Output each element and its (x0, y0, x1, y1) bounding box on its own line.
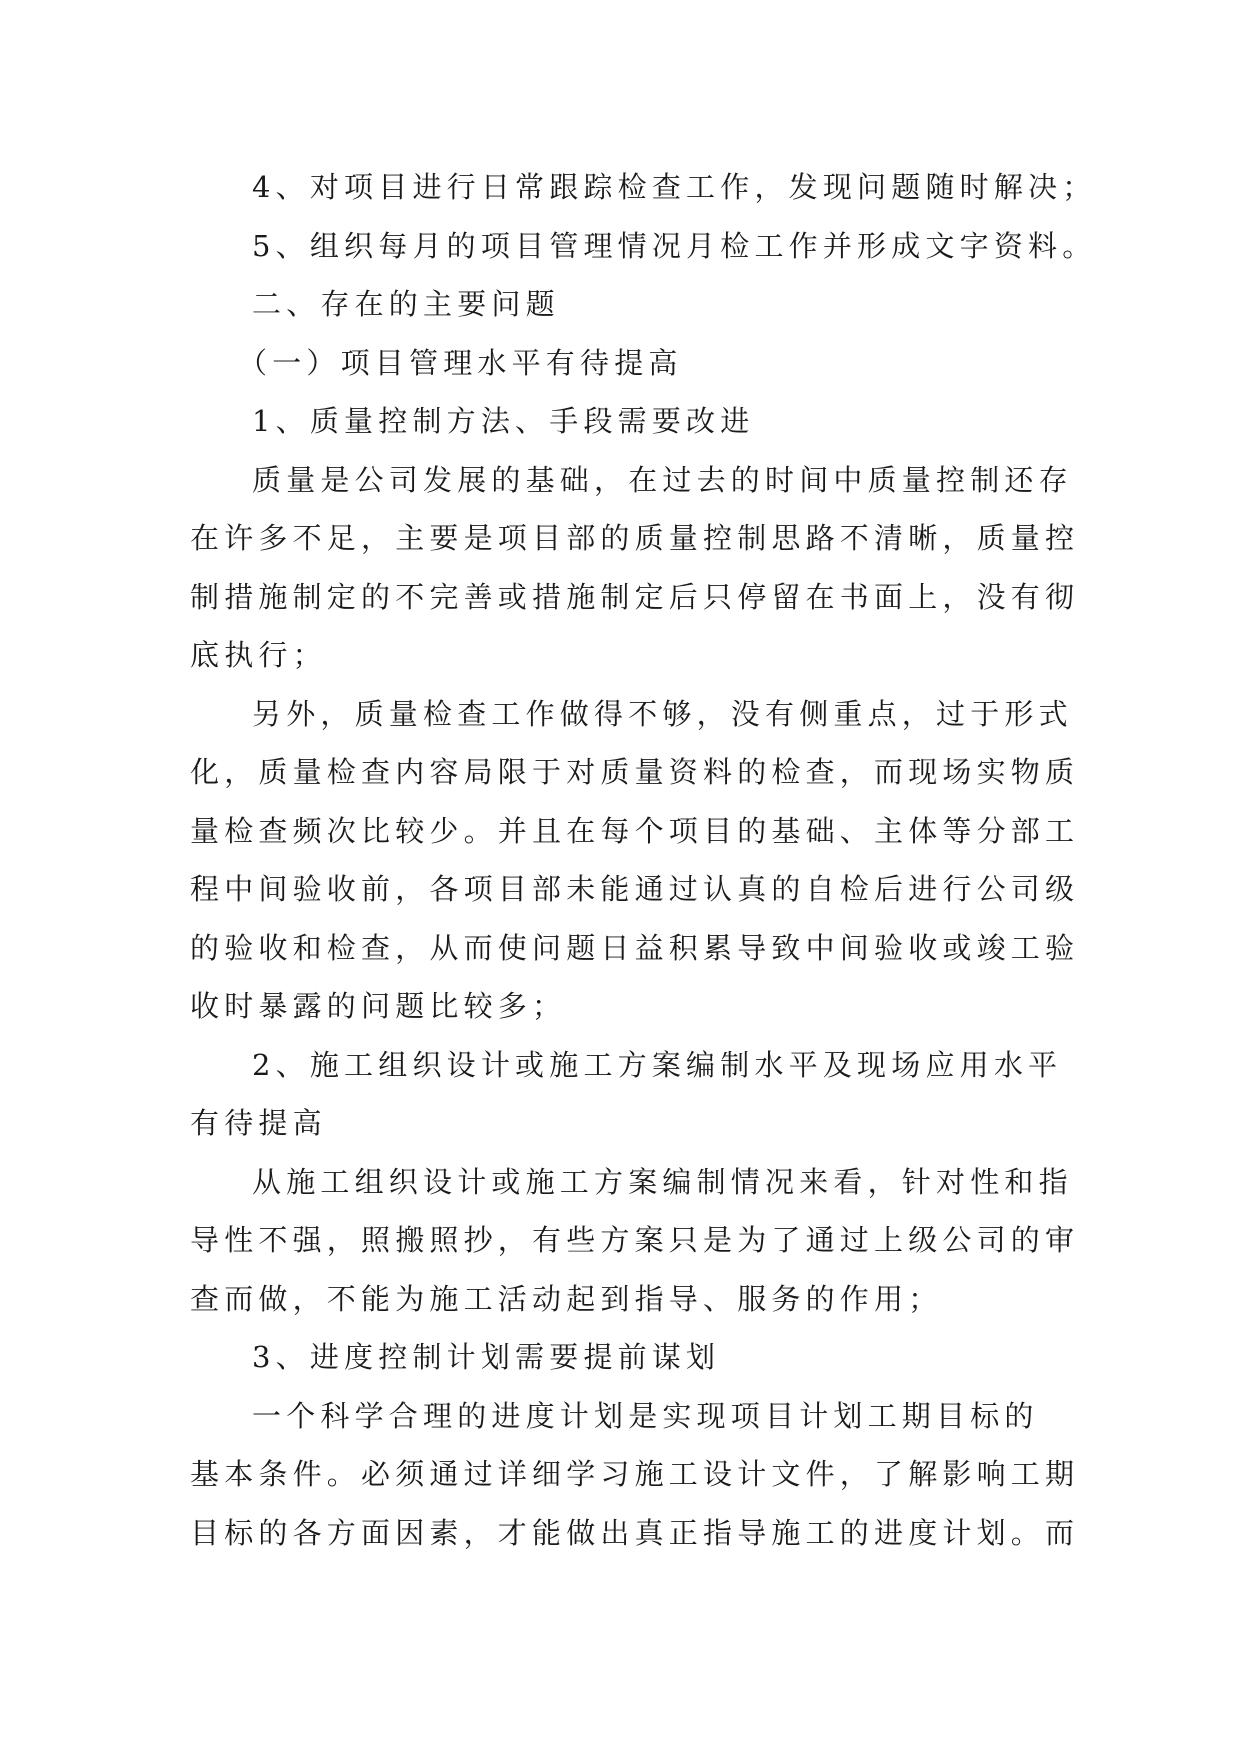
paragraph-line: 目标的各方面因素，才能做出真正指导施工的进度计划。而 (190, 1515, 1080, 1550)
paragraph-line: 化，质量检查内容局限于对质量资料的检查，而现场实物质 (190, 755, 1080, 789)
item-heading: 1、质量控制方法、手段需要改进 (252, 404, 755, 438)
item-heading: 有待提高 (190, 1106, 327, 1140)
paragraph-line: 底执行； (190, 638, 327, 672)
paragraph-line: 导性不强，照搬照抄，有些方案只是为了通过上级公司的审 (190, 1223, 1080, 1257)
list-item: 4、对项目进行日常跟踪检查工作，发现问题随时解决； (252, 170, 1097, 204)
paragraph-line: 质量是公司发展的基础，在过去的时间中质量控制还存 (252, 462, 1073, 497)
item-heading: 3、进度控制计划需要提前谋划 (252, 1340, 721, 1374)
paragraph-line: 一个科学合理的进度计划是实现项目计划工期目标的 (252, 1398, 1039, 1433)
paragraph-line: 程中间验收前，各项目部未能通过认真的自检后进行公司级 (190, 872, 1080, 906)
paragraph-line: 收时暴露的问题比较多； (190, 989, 567, 1023)
paragraph-line: 查而做，不能为施工活动起到指导、服务的作用； (190, 1281, 943, 1316)
list-item: 5、组织每月的项目管理情况月检工作并形成文字资料。 (252, 228, 1097, 263)
paragraph-line: 在许多不足，主要是项目部的质量控制思路不清晰，质量控 (190, 521, 1080, 555)
item-heading: 2、施工组织设计或施工方案编制水平及现场应用水平 (252, 1047, 1063, 1082)
paragraph-line: 基本条件。必须通过详细学习施工设计文件，了解影响工期 (190, 1457, 1080, 1491)
document-body (190, 158, 1097, 1562)
section-heading: 二、存在的主要问题 (252, 287, 560, 321)
subsection-heading: （一）项目管理水平有待提高 (238, 345, 683, 380)
paragraph-line: 从施工组织设计或施工方案编制情况来看，针对性和指 (252, 1164, 1073, 1199)
paragraph-line: 制措施制定的不完善或措施制定后只停留在书面上，没有彻 (190, 579, 1080, 614)
paragraph-line: 的验收和检查，从而使问题日益积累导致中间验收或竣工验 (190, 930, 1080, 965)
paragraph-line: 另外，质量检查工作做得不够，没有侧重点，过于形式 (252, 696, 1073, 731)
paragraph-line: 量检查频次比较少。并且在每个项目的基础、主体等分部工 (190, 813, 1080, 848)
